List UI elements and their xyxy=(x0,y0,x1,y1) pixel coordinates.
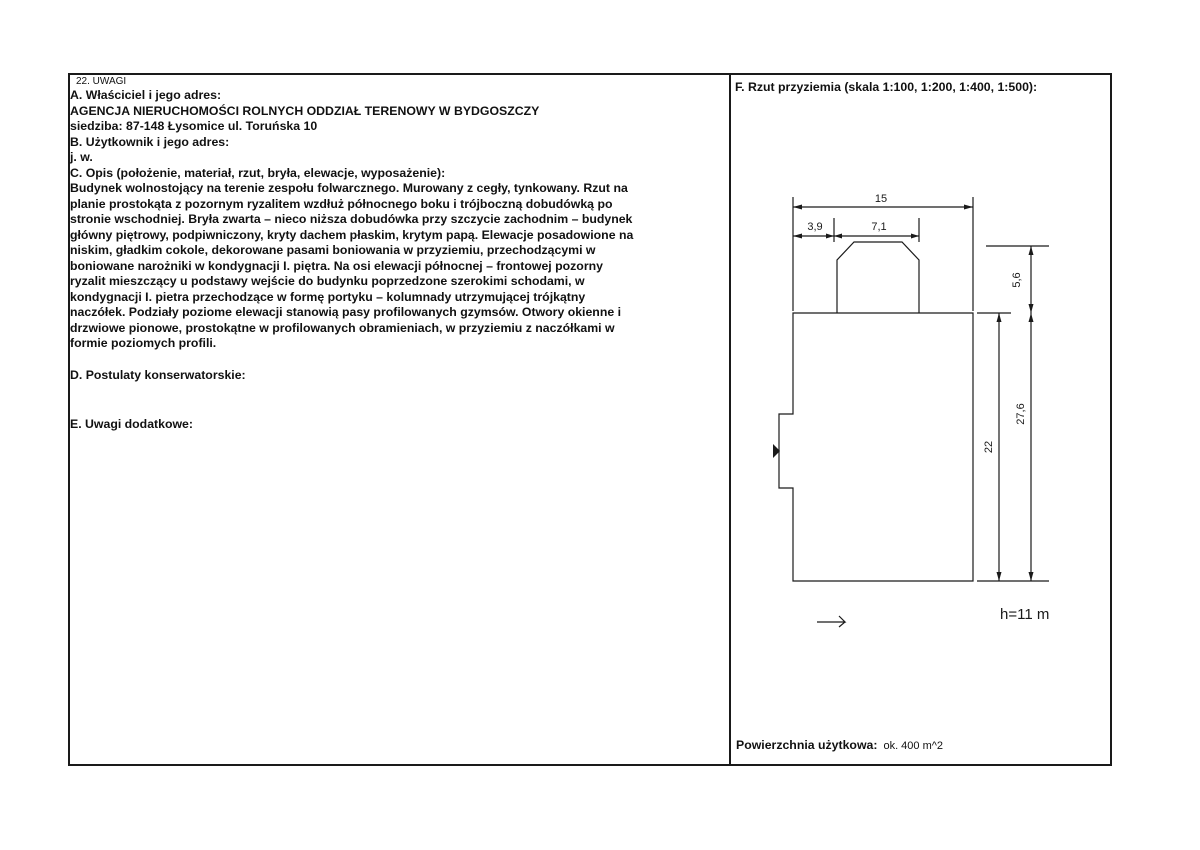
description-line: niskim, gładkim cokole, dekorowane pasami boniowania w przyziemiu, przechodzącymi w xyxy=(70,243,596,257)
dim-total-width-label: 15 xyxy=(874,193,888,205)
dim-annex-width-label: 7,1 xyxy=(871,221,887,233)
description-line: stronie wschodniej. Bryła zwarta – nieco niższa dobudówka przy szczycie zachodnim – budynek xyxy=(70,212,633,226)
remarks-column xyxy=(70,76,726,433)
plan-title: F. Rzut przyziemia (skala 1:100, 1:200, 1:400, 1:500): xyxy=(735,80,1038,94)
owner-name: AGENCJA NIERUCHOMOŚCI ROLNYCH ODDZIAŁ TERENOWY W BYDGOSZCZY xyxy=(70,103,540,118)
dim-offset-label: 3,9 xyxy=(807,221,823,233)
dim-annex-depth-label: 5,6 xyxy=(1011,272,1023,288)
floor-plan-drawing xyxy=(731,96,1101,696)
description-line: główny piętrowy, podpiwniczony, kryty dachem płaskim, krytym papą. Elewacje posadowione na xyxy=(70,227,634,242)
usable-area-label: Powierzchnia użytkowa: xyxy=(736,738,878,752)
description-line: planie prostokąta z pozornym ryzalitem wzdłuż północnego boku i trójboczną dobudówką po xyxy=(70,196,613,211)
building-height-label: h=11 m xyxy=(1000,606,1050,623)
description-heading: C. Opis (położenie, materiał, rzut, bryła, elewacje, wyposażenie): xyxy=(70,165,446,180)
north-arrow-icon xyxy=(817,616,845,627)
postulates-heading: D. Postulaty konserwatorskie: xyxy=(70,367,246,382)
description-line: ryzalit mieszczący u podstawy wejście do budynku poprzedzone szerokimi schodami, w xyxy=(70,274,585,288)
annex-outline xyxy=(837,242,919,313)
description-line: naczółek. Podziały poziome elewacji stanowią pasy profilowanych gzymsów. Otwory okienne i xyxy=(70,305,622,319)
usable-area-value: ok. 400 m^2 xyxy=(883,740,944,752)
description-line: drzwiowe pionowe, prostokątne w profilowanych obramieniach, w przyziemiu z naczółkami w xyxy=(70,320,615,335)
extra-remarks-heading: E. Uwagi dodatkowe: xyxy=(70,417,193,431)
owner-address: siedziba: 87-148 Łysomice ul. Toruńska 10 xyxy=(70,119,318,133)
main-building-outline xyxy=(779,313,973,581)
user-heading: B. Użytkownik i jego adres: xyxy=(70,134,230,149)
description-line: kondygnacji I. pietra przechodzące w formę portyku – kolumnady utrzymującej trójkątny xyxy=(70,289,586,304)
description-line: boniowane narożniki w kondygnacji I. piętra. Na osi elewacji północnej – frontowej pozorny xyxy=(70,258,603,273)
description-line: Budynek wolnostojący na terenie zespołu folwarcznego. Murowany z cegły, tynkowany. Rzut na xyxy=(70,181,628,195)
owner-heading: A. Właściciel i jego adres: xyxy=(70,88,222,102)
section-number-header: 22. UWAGI xyxy=(76,76,127,87)
user-value: j. w. xyxy=(70,150,93,164)
dim-total-depth-label: 27,6 xyxy=(1015,403,1027,425)
description-line: formie poziomych profili. xyxy=(70,336,217,350)
usable-area-row xyxy=(736,738,943,752)
dim-main-depth-label: 22 xyxy=(983,440,995,454)
